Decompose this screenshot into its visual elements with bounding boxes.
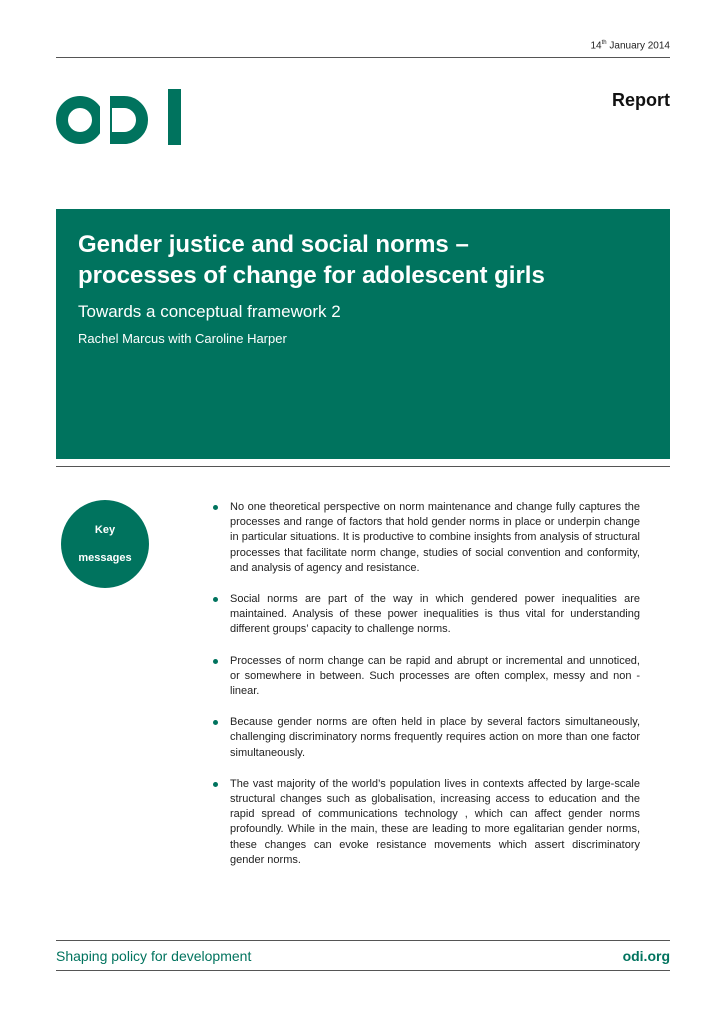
- list-item-text: Processes of norm change can be rapid and abrupt or incremental and unnoticed, or somewhere in between. Such processes are often complex, messy and non -linear.: [230, 654, 640, 698]
- date-day: 14: [590, 40, 602, 52]
- bullet-icon: [213, 782, 218, 787]
- report-subtitle: Towards a conceptual framework 2: [78, 302, 341, 321]
- bullet-icon: [213, 659, 218, 664]
- footer-tagline: Shaping policy for development: [56, 948, 252, 964]
- footer-website-link[interactable]: odi.org: [622, 948, 670, 964]
- title-line-2: processes of change for adolescent girls: [78, 262, 545, 289]
- report-title: [78, 229, 648, 291]
- top-divider: [56, 57, 670, 58]
- odi-logo: [56, 87, 196, 152]
- date-suffix: th: [601, 40, 607, 46]
- key-messages-label-1: Key: [94, 524, 116, 536]
- key-messages-badge: [61, 500, 149, 588]
- report-date: [590, 40, 670, 51]
- list-item: [210, 777, 640, 868]
- footer-divider-bottom: [56, 970, 670, 971]
- list-item: [210, 654, 640, 700]
- list-item: [210, 500, 640, 576]
- odi-logo-mark: [56, 87, 196, 147]
- key-messages-list: [210, 500, 640, 884]
- list-item-text: No one theoretical perspective on norm maintenance and change fully captures the processes and range of factors that hold gender norms in place or underpin change in particular situations. It is productive to combine insights from analysis of structural processes that facilitate norm change, studies of social convention and conformity, and analysis of agency and resistance.: [230, 501, 640, 574]
- footer-divider-top: [56, 940, 670, 941]
- title-line-1: Gender justice and social norms –: [78, 231, 469, 258]
- date-month-year: January 2014: [606, 40, 670, 52]
- title-banner: [56, 209, 670, 459]
- list-item: [210, 715, 640, 761]
- bullet-icon: [213, 505, 218, 510]
- middle-divider: [56, 466, 670, 467]
- report-authors: Rachel Marcus with Caroline Harper: [78, 331, 287, 346]
- list-item-text: The vast majority of the world’s population lives in contexts affected by large-scale structural changes such as globalisation, increasing access to education and the rapid spread of communications technology , which can affect gender norms profoundly. While in the main, these are leading to more egalitarian gender norms, these changes can evoke resistance movements which assert discriminatory gender norms.: [230, 777, 640, 866]
- list-item-text: Because gender norms are often held in place by several factors simultaneously, challenging discriminatory norms frequently requires action on more than one factor simultaneously.: [230, 716, 640, 759]
- key-messages-label-2: messages: [78, 552, 132, 564]
- document-type-label: Report: [612, 90, 670, 110]
- list-item-text: Social norms are part of the way in which gendered power inequalities are maintained. Analysis of these power inequalities is thus vital for understanding different groups’ capacity to challenge norms.: [230, 593, 640, 636]
- list-item: [210, 592, 640, 638]
- bullet-icon: [213, 597, 218, 602]
- bullet-icon: [213, 720, 218, 725]
